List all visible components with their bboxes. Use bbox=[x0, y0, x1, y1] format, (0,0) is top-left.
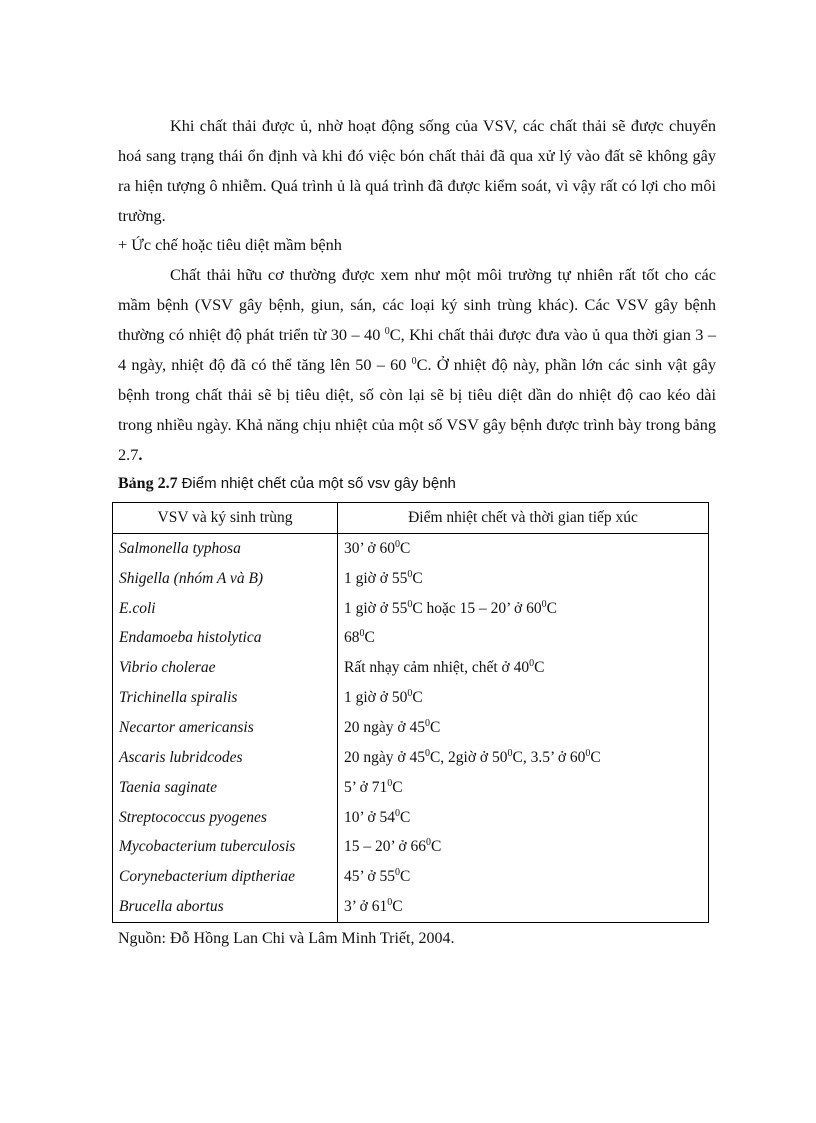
condition-cell bbox=[338, 683, 709, 713]
condition-unit: C bbox=[590, 748, 601, 766]
condition-cell bbox=[338, 653, 709, 683]
table-row bbox=[113, 534, 709, 564]
paragraph-composting: Khi chất thải được ủ, nhờ hoạt động sống của VSV, các chất thải sẽ được chuyển hoá sang trạng thái ổn định và khi đó việc bón chất thải đã qua xử lý vào đất sẽ không gây ra hiện tượng ô nhiễm. Quá trình ủ là quá trình đã được kiểm soát, vì vậy rất có lợi cho môi trường. bbox=[118, 116, 716, 225]
condition-cell bbox=[338, 743, 709, 773]
degree-superscript: 0 bbox=[585, 747, 591, 759]
condition-cell bbox=[338, 594, 709, 624]
superscript: 0 bbox=[384, 326, 390, 337]
organism-cell: Trichinella spiralis bbox=[113, 683, 338, 713]
paragraph-part: Chất thải hữu cơ thường được xem như một môi trường tự nhiên rất tốt cho các mầm bệnh (VSV gây bệnh, giun, sán, các loại ký sinh trùng khác). Các VSV gây bệnh thường có nhiệt độ phát triển từ 30 – 40 bbox=[118, 265, 716, 344]
table-row bbox=[113, 624, 709, 654]
superscript: 0 bbox=[411, 356, 417, 367]
table-row bbox=[113, 832, 709, 862]
condition-text: 20 ngày ở 45 bbox=[344, 718, 425, 736]
condition-cell bbox=[338, 534, 709, 564]
condition-text: 45’ ở 55 bbox=[344, 868, 395, 886]
degree-superscript: 0 bbox=[425, 837, 431, 849]
condition-text: 3’ ở 61 bbox=[344, 898, 388, 916]
organism-cell: E.coli bbox=[113, 594, 338, 624]
condition-text: 1 giờ ở 55 bbox=[344, 569, 408, 587]
condition-text: 1 giờ ở 50 bbox=[344, 689, 408, 707]
table-row bbox=[113, 743, 709, 773]
paragraph-part: C, Khi chất thải được đưa vào ủ qua thời gian 3 – 4 ngày, nhiệt độ đã có thể tăng lên 50 – 60 bbox=[118, 325, 717, 374]
degree-superscript: 0 bbox=[529, 658, 535, 670]
condition-cell bbox=[338, 862, 709, 892]
header-condition: Điểm nhiệt chết và thời gian tiếp xúc bbox=[338, 503, 709, 534]
degree-superscript: 0 bbox=[424, 747, 430, 759]
degree-superscript: 0 bbox=[394, 867, 400, 879]
condition-cell bbox=[338, 564, 709, 594]
condition-unit: C, 2giờ ở 50 bbox=[429, 748, 508, 766]
paragraph-pathogens bbox=[118, 260, 716, 470]
table-body bbox=[113, 534, 709, 923]
condition-unit: C bbox=[364, 629, 375, 647]
degree-superscript: 0 bbox=[387, 897, 393, 909]
table-row bbox=[113, 773, 709, 803]
condition-unit: C bbox=[392, 898, 403, 916]
condition-cell bbox=[338, 832, 709, 862]
organism-cell: Vibrio cholerae bbox=[113, 653, 338, 683]
condition-unit: C hoặc 15 – 20’ ở 60 bbox=[412, 599, 542, 617]
condition-text: 1 giờ ở 55 bbox=[344, 599, 408, 617]
table-caption-text: Điểm nhiệt chết của một số vsv gây bệnh bbox=[181, 475, 456, 492]
condition-unit: C bbox=[412, 689, 423, 707]
organism-cell: Salmonella typhosa bbox=[113, 534, 338, 564]
condition-unit: C bbox=[399, 539, 411, 557]
degree-superscript: 0 bbox=[424, 717, 430, 729]
table-row bbox=[113, 862, 709, 892]
condition-unit: C bbox=[430, 838, 442, 856]
thermal-death-table bbox=[112, 502, 709, 923]
degree-superscript: 0 bbox=[507, 747, 513, 759]
condition-cell bbox=[338, 713, 709, 743]
degree-superscript: 0 bbox=[541, 598, 547, 610]
condition-unit: C bbox=[392, 778, 403, 796]
header-organism: VSV và ký sinh trùng bbox=[113, 503, 338, 534]
condition-unit: C bbox=[429, 718, 441, 736]
table-row bbox=[113, 683, 709, 713]
degree-superscript: 0 bbox=[394, 538, 400, 550]
organism-cell: Shigella (nhóm A và B) bbox=[113, 564, 338, 594]
paragraph-end: . bbox=[138, 445, 143, 464]
table-caption bbox=[118, 472, 456, 496]
condition-cell bbox=[338, 892, 709, 922]
table-row bbox=[113, 594, 709, 624]
organism-cell: Corynebacterium diptheriae bbox=[113, 862, 338, 892]
condition-cell bbox=[338, 773, 709, 803]
organism-cell: Streptococcus pyogenes bbox=[113, 803, 338, 833]
table-row bbox=[113, 803, 709, 833]
condition-unit: C, 3.5’ ở 60 bbox=[512, 748, 586, 766]
degree-superscript: 0 bbox=[387, 777, 393, 789]
condition-text: 5’ ở 71 bbox=[344, 778, 388, 796]
condition-cell bbox=[338, 803, 709, 833]
table-row bbox=[113, 564, 709, 594]
condition-unit: C bbox=[412, 569, 423, 587]
condition-text: 10’ ở 54 bbox=[344, 808, 395, 826]
condition-unit: C bbox=[534, 659, 545, 677]
degree-superscript: 0 bbox=[359, 628, 365, 640]
degree-superscript: 0 bbox=[407, 688, 413, 700]
condition-cell bbox=[338, 624, 709, 654]
condition-unit: C bbox=[399, 808, 411, 826]
organism-cell: Mycobacterium tuberculosis bbox=[113, 832, 338, 862]
table-header-row bbox=[113, 503, 709, 534]
organism-cell: Necartor americansis bbox=[113, 713, 338, 743]
condition-unit: C bbox=[546, 599, 557, 617]
organism-cell: Brucella abortus bbox=[113, 892, 338, 922]
table-row bbox=[113, 653, 709, 683]
organism-cell: Taenia saginate bbox=[113, 773, 338, 803]
table-row bbox=[113, 892, 709, 922]
bullet-pathogen-control: + Ức chế hoặc tiêu diệt mầm bệnh bbox=[118, 235, 342, 254]
condition-text: 20 ngày ở 45 bbox=[344, 748, 425, 766]
source-note: Nguồn: Đỗ Hồng Lan Chi và Lâm Minh Triết, 2004. bbox=[118, 930, 455, 947]
condition-text: 68 bbox=[344, 629, 360, 647]
organism-cell: Endamoeba histolytica bbox=[113, 624, 338, 654]
table-row bbox=[113, 713, 709, 743]
degree-superscript: 0 bbox=[407, 598, 413, 610]
condition-text: 30’ ở 60 bbox=[344, 539, 395, 557]
table-caption-label: Bảng 2.7 bbox=[118, 475, 178, 492]
degree-superscript: 0 bbox=[394, 807, 400, 819]
condition-text: 15 – 20’ ở 66 bbox=[344, 838, 426, 856]
degree-superscript: 0 bbox=[407, 568, 413, 580]
organism-cell: Ascaris lubridcodes bbox=[113, 743, 338, 773]
condition-text: Rất nhạy cảm nhiệt, chết ở 40 bbox=[344, 659, 530, 677]
condition-unit: C bbox=[399, 868, 411, 886]
paragraph-part: C. Ở nhiệt độ này, phần lớn các sinh vật gây bệnh trong chất thải sẽ bị tiêu diệt, số còn lại sẽ bị tiêu diệt dần do nhiệt độ cao kéo dài trong nhiều ngày. Khả năng chịu nhiệt của một số VSV gây bệnh được trình bày trong bảng 2.7 bbox=[118, 355, 716, 464]
